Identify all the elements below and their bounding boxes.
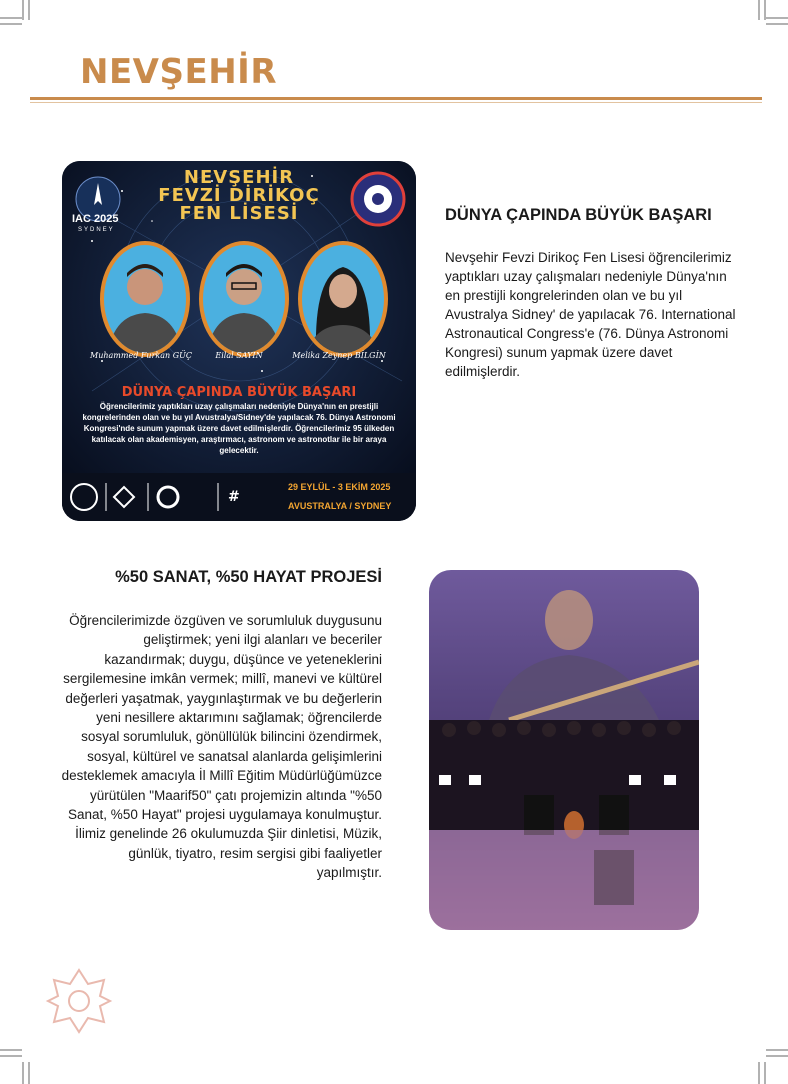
student-name-2: Eilal SAYIN	[215, 351, 263, 360]
svg-text:#: #	[228, 489, 240, 505]
student-portrait-1	[100, 241, 190, 357]
sponsor-logos	[62, 473, 282, 521]
article1-heading: DÜNYA ÇAPINDA BÜYÜK BAŞARI	[445, 206, 712, 224]
student-name-3: Melika Zeynep BİLGİN	[292, 351, 386, 360]
poster-title-line2: FEVZİ DİRİKOÇ	[158, 185, 320, 206]
article2-body2: İlimiz genelinde 26 okulumuzda Şiir dinletisi, Müzik, günlük, tiyatro, resim sergisi gibi faaliyetler yapılmıştır.	[75, 826, 382, 881]
article2-text	[60, 611, 382, 883]
poster-banner: DÜNYA ÇAPINDA BÜYÜK BAŞARI	[121, 385, 357, 400]
iac-city: SYDNEY	[78, 227, 115, 233]
student-portrait-3	[298, 241, 388, 357]
poster-footer	[62, 473, 416, 521]
decorative-ornament-icon	[44, 966, 114, 1036]
poster-title-line3: FEN LİSESİ	[179, 203, 299, 224]
student-name-1: Muhammed Furkan GÜÇ	[90, 351, 192, 360]
page-title: NEVŞEHİR	[80, 52, 277, 92]
student-portrait-2	[199, 241, 289, 357]
title-divider	[30, 97, 762, 100]
article2-body: Öğrencilerimizde özgüven ve sorumluluk duygusunu geliştirmek; yeni ilgi alanları ve beceriler kazandırmak; duygu, düşünce ve yeteneklerini sergilemesine imkân vermek; millî, manevi ve kültürel değerleri yaşatmak, yaygınlaştırmak ve bu değerlerin yeni nesillere aktarımını sağlamak; öğrencilerde sosyal sorumluluk, gönüllülük bilincini özendirmek, sosyal, kültürel ve sanatsal alanlarda gelişimlerini desteklemek amacıyla İl Millî Eğitim Müdürlüğümüzce yürütülen "Maarif50" çatı projemizin altında "%50 Sanat, %50 Hayat" projesi uygulamaya konulmuştur.	[61, 613, 382, 823]
article1-body: Nevşehir Fevzi Dirikoç Fen Lisesi öğrencilerimiz yaptıkları uzay çalışmaları nedeniyle Dünya'nın en prestijli kongrelerinden olan ve bu yıl Avustralya Sidney' de yapılacak 76. International Astronautical Congress'e (76. Dünya Astronomi Kongresi) sunum yapmak üzere davet edilmişlerdir.	[445, 250, 736, 379]
poster-location: AVUSTRALYA / SYDNEY	[288, 501, 392, 511]
poster-body: Öğrencilerimiz yaptıkları uzay çalışmaları nedeniyle Dünya'nın en prestijli kongrelerinden olan ve bu yıl Avustralya/Sidney'de yapılacak 76. Dünya Astronomi Kongresi'nde sunum yapmak üzere davet edilmişlerdir. Öğrencilerimiz 95 ülkeden katılacak olan akademisyen, araştırmacı, astronom ve astronotlar ile bir araya gelecektir.	[82, 402, 396, 455]
article2-heading: %50 SANAT, %50 HAYAT PROJESİ	[115, 568, 382, 586]
title-divider-thin	[30, 102, 762, 103]
school-poster-image	[62, 161, 416, 521]
poster-title-line1: NEVŞEHİR	[183, 167, 295, 188]
iac-label: IAC 2025	[72, 213, 119, 225]
poster-date: 29 EYLÜL - 3 EKİM 2025	[288, 482, 391, 492]
concert-photo	[429, 570, 699, 930]
